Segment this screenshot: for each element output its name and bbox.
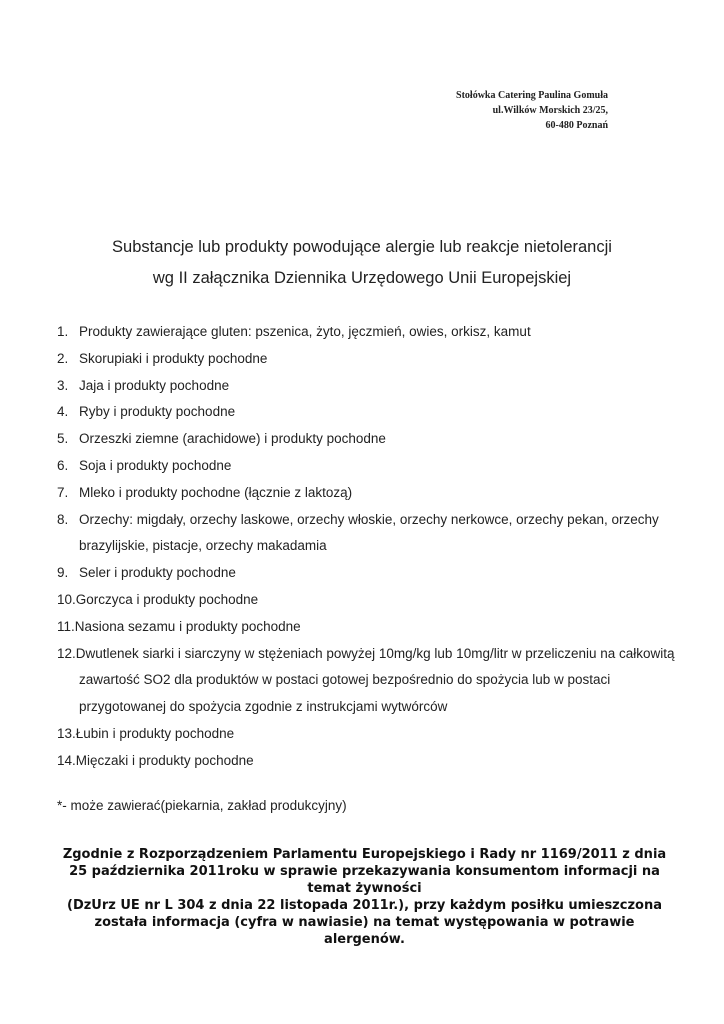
item-number: 7. bbox=[57, 484, 69, 500]
item-number: 5. bbox=[57, 431, 69, 447]
allergen-list bbox=[57, 319, 677, 775]
item-text: Jaja i produkty pochodne bbox=[79, 377, 230, 393]
regulation-paragraph-1: Zgodnie z Rozporządzeniem Parlamentu Europejskiego i Rady nr 1169/2011 z dnia 25 października 2011roku w sprawie przekazywania konsumentom informacji na temat żywności bbox=[62, 847, 667, 896]
item-text: Orzeszki ziemne (arachidowe) i produkty pochodne bbox=[79, 431, 386, 447]
item-text: Soja i produkty pochodne bbox=[79, 457, 232, 473]
item-text: Ryby i produkty pochodne bbox=[79, 404, 236, 420]
list-item bbox=[57, 507, 677, 561]
item-text: Skorupiaki i produkty pochodne bbox=[79, 350, 268, 366]
item-text: Mleko i produkty pochodne (łącznie z laktozą) bbox=[79, 484, 353, 500]
item-number: 8. bbox=[57, 511, 69, 527]
item-number: 14. bbox=[57, 752, 76, 768]
list-item bbox=[57, 346, 677, 373]
company-name: Stołówka Catering Paulina Gomuła bbox=[456, 90, 608, 101]
list-item bbox=[57, 587, 677, 614]
item-number: 4. bbox=[57, 404, 69, 420]
item-number: 12. bbox=[57, 645, 76, 661]
list-item bbox=[57, 480, 677, 507]
company-header bbox=[456, 88, 608, 133]
item-text: Nasiona sezamu i produkty pochodne bbox=[74, 618, 301, 634]
list-item bbox=[57, 426, 677, 453]
list-item bbox=[57, 748, 677, 775]
regulation-paragraph-2: (DzUrz UE nr L 304 z dnia 22 listopada 2011r.), przy każdym posiłku umieszczona została informacja (cyfra w nawiasie) na temat występowania w potrawie alergenów. bbox=[67, 898, 662, 947]
item-number: 13. bbox=[57, 725, 76, 741]
title-line-1: Substancje lub produkty powodujące alergie lub reakcje nietolerancji bbox=[112, 238, 612, 256]
item-number: 9. bbox=[57, 565, 69, 581]
item-number: 10. bbox=[57, 591, 76, 607]
item-number: 3. bbox=[57, 377, 69, 393]
item-text: Dwutlenek siarki i siarczyny w stężeniach powyżej 10mg/kg lub 10mg/litr w przeliczeniu na całkowitą zawartość SO2 dla produktów w postaci gotowej bezpośrednio do spożycia lub w postaci przygotowanej do spożycia zgodnie z instrukcjami wytwórców bbox=[75, 645, 675, 715]
list-item bbox=[57, 641, 677, 721]
list-item bbox=[57, 319, 677, 346]
list-item bbox=[57, 453, 677, 480]
title-line-2: wg II załącznika Dziennika Urzędowego Unii Europejskiej bbox=[152, 269, 572, 287]
list-item bbox=[57, 399, 677, 426]
item-text: Seler i produkty pochodne bbox=[79, 565, 236, 581]
regulation-notice bbox=[52, 846, 677, 948]
item-text: Gorczyca i produkty pochodne bbox=[75, 591, 259, 607]
company-street: ul.Wilków Morskich 23/25, bbox=[492, 105, 608, 116]
item-number: 11. bbox=[57, 618, 75, 634]
item-number: 2. bbox=[57, 350, 69, 366]
item-number: 1. bbox=[57, 324, 69, 339]
company-city: 60-480 Poznań bbox=[545, 120, 608, 131]
list-item bbox=[57, 373, 677, 400]
list-item bbox=[57, 560, 677, 587]
list-item bbox=[57, 614, 677, 641]
item-text: Orzechy: migdały, orzechy laskowe, orzechy włoskie, orzechy nerkowce, orzechy pekan, orzechy brazylijskie, pistacje, orzechy makadamia bbox=[79, 511, 659, 554]
item-text: Mięczaki i produkty pochodne bbox=[75, 752, 254, 768]
item-text: Produkty zawierające gluten: pszenica, żyto, jęczmień, owies, orkisz, kamut bbox=[79, 324, 531, 339]
may-contain-note: *- może zawierać(piekarnia, zakład produkcyjny) bbox=[57, 798, 347, 813]
item-text: Łubin i produkty pochodne bbox=[75, 725, 235, 741]
document-title bbox=[0, 232, 724, 294]
item-number: 6. bbox=[57, 457, 69, 473]
list-item bbox=[57, 721, 677, 748]
